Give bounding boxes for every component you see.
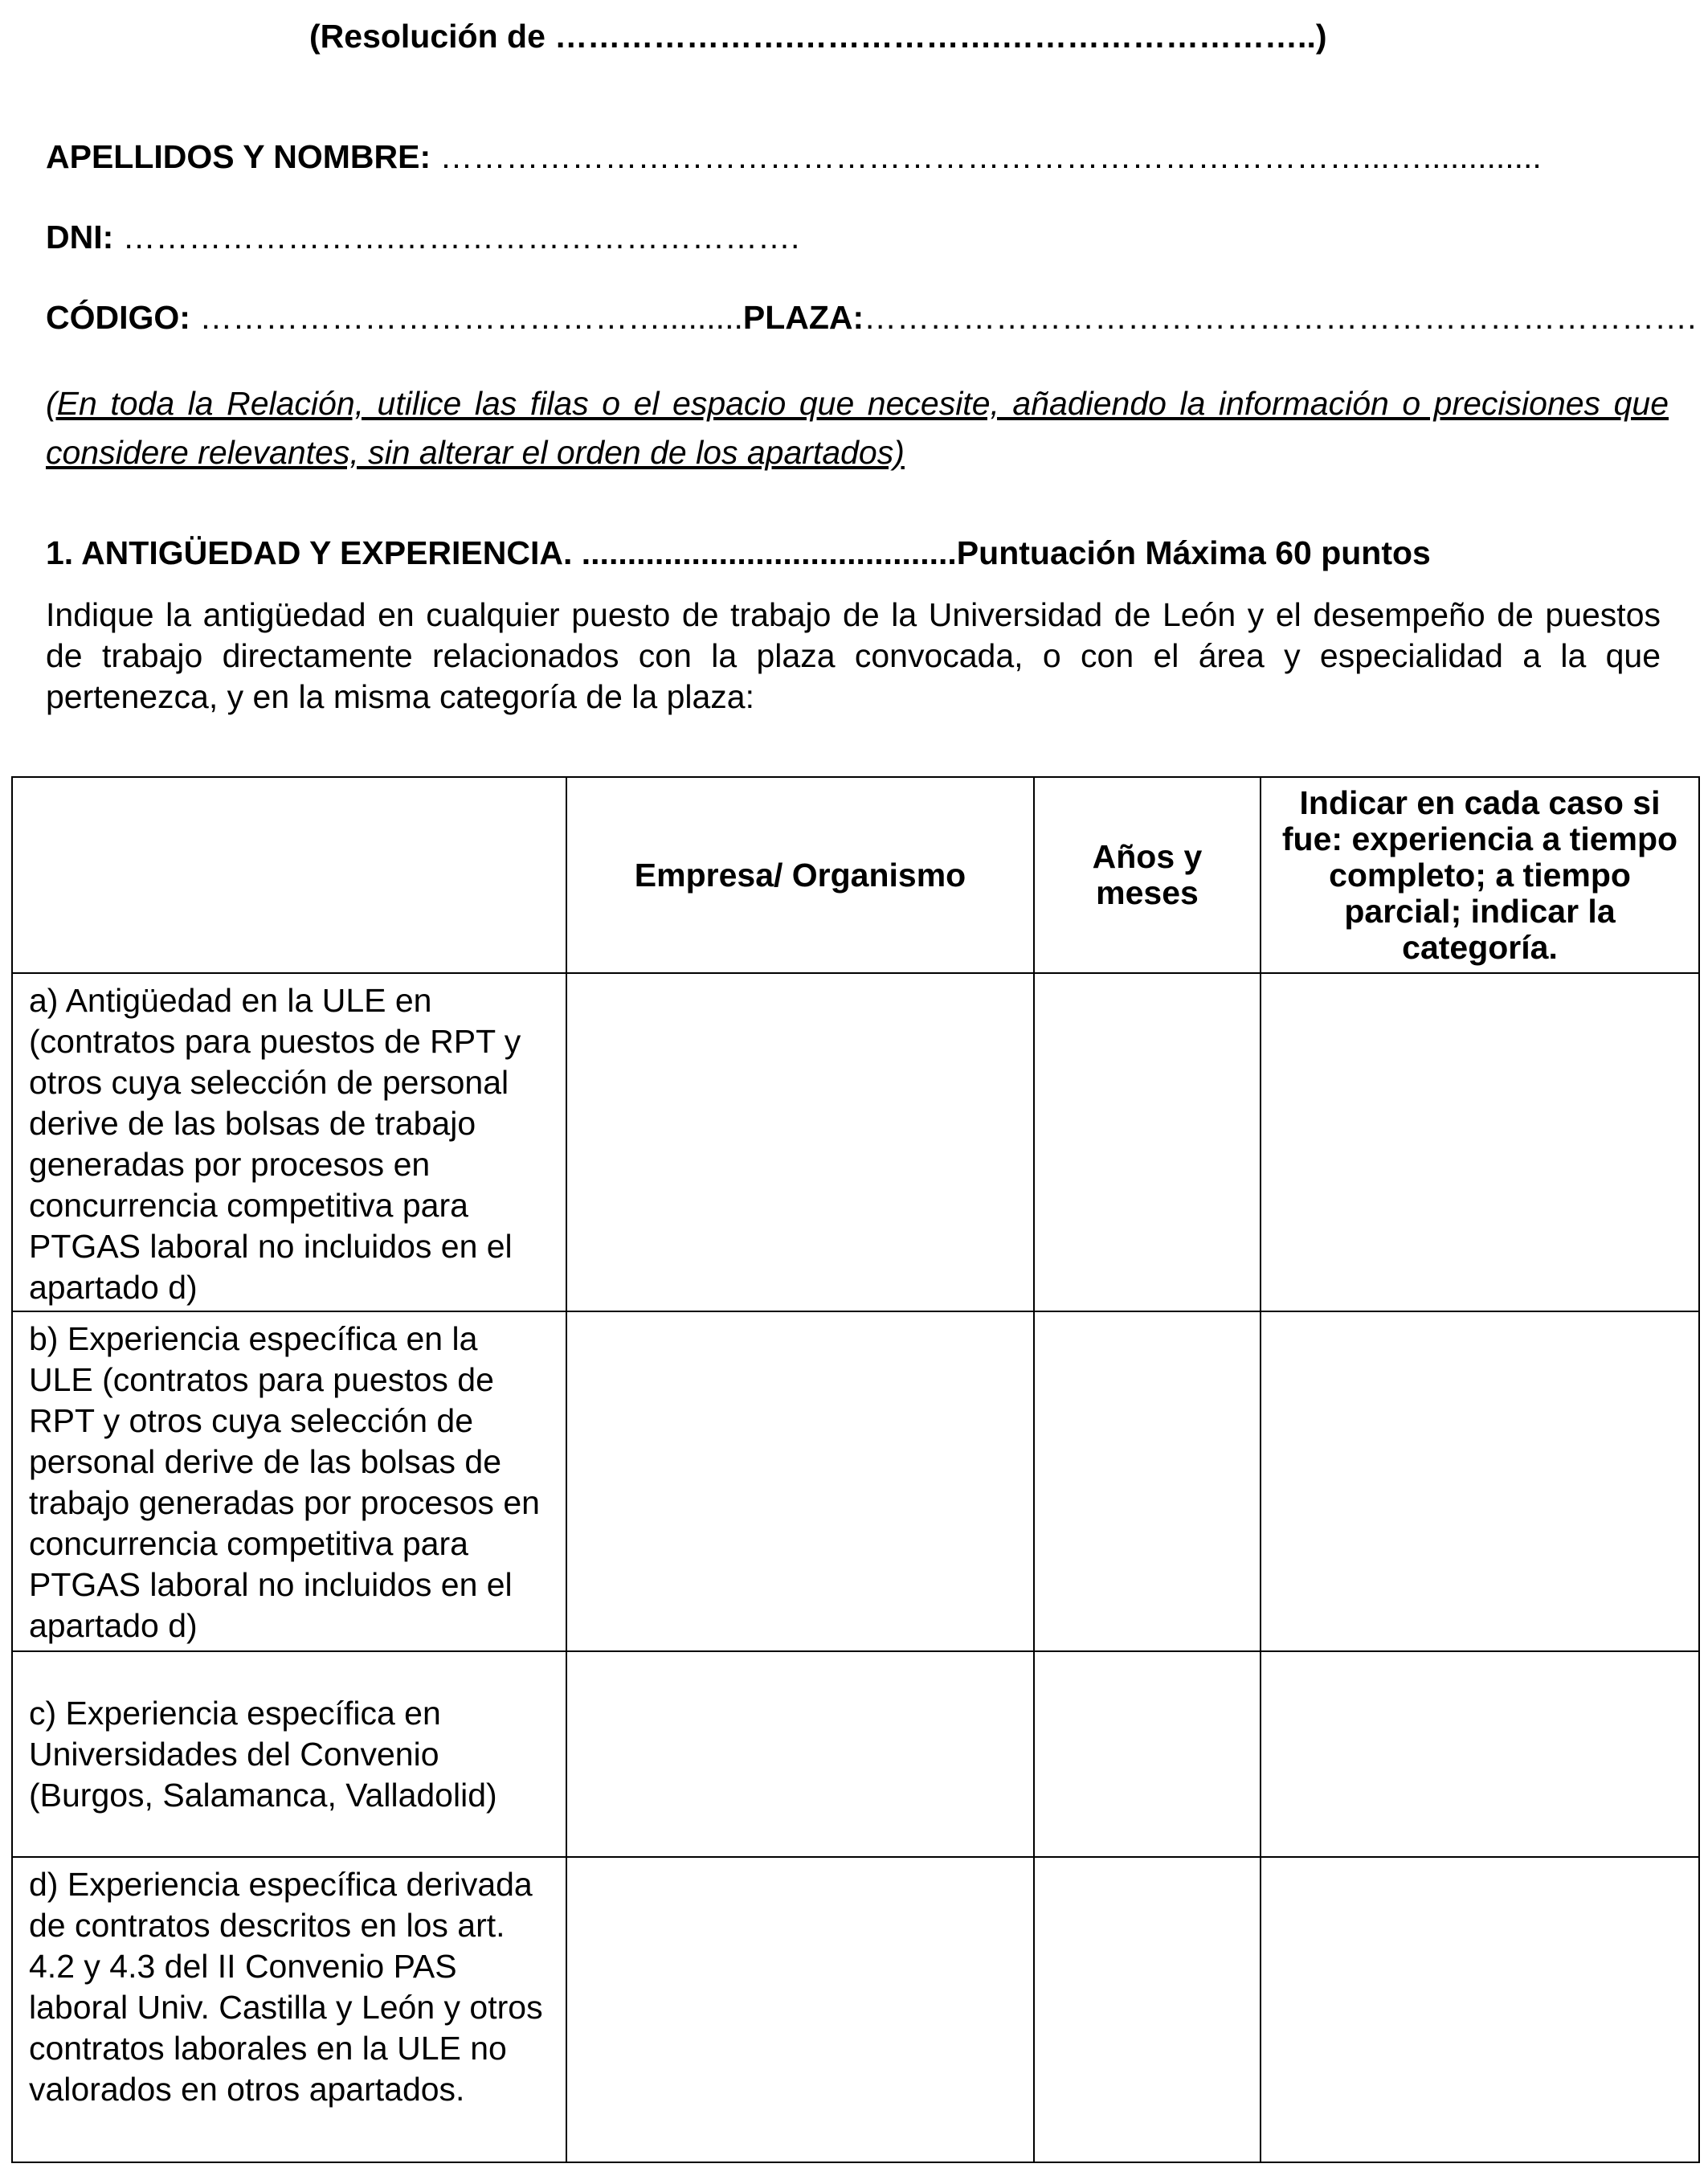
cell-indicar-c[interactable]: [1261, 1651, 1699, 1857]
dni-line: [46, 219, 799, 256]
cell-indicar-d[interactable]: [1261, 1857, 1699, 2162]
plaza-field[interactable]: ………………………………………………………………….: [864, 299, 1697, 336]
cell-indicar-a[interactable]: [1261, 973, 1699, 1311]
cell-empresa-d[interactable]: [566, 1857, 1034, 2162]
apellidos-nombre-line: [46, 138, 1542, 176]
header-cell-anios-meses: Años y meses: [1034, 777, 1261, 973]
cell-empresa-a[interactable]: [566, 973, 1034, 1311]
table-row: [12, 1651, 1699, 1857]
cell-empresa-c[interactable]: [566, 1651, 1034, 1857]
antiguedad-experiencia-table: [11, 776, 1700, 2163]
cell-anios-d[interactable]: [1034, 1857, 1261, 2162]
dni-label: DNI:: [46, 219, 114, 256]
row-label-a: a) Antigüedad en la ULE en (contratos para puestos de RPT y otros cuya selección de personal derive de las bolsas de trabajo generadas por procesos en concurrencia competitiva para PTGAS laboral no incluidos en el apartado d): [12, 973, 566, 1311]
header-cell-empty: [12, 777, 566, 973]
cell-anios-a[interactable]: [1034, 973, 1261, 1311]
header-cell-indicar: Indicar en cada caso si fue: experiencia a tiempo completo; a tiempo parcial; indicar la categoría.: [1261, 777, 1699, 973]
cell-empresa-b[interactable]: [566, 1311, 1034, 1651]
section-title: 1. ANTIGÜEDAD Y EXPERIENCIA. .........................................Puntuación Máxima 60 puntos: [46, 534, 1431, 571]
dni-field[interactable]: …………………….……………………………….: [113, 219, 800, 256]
cell-indicar-b[interactable]: [1261, 1311, 1699, 1651]
plaza-label: PLAZA:: [742, 299, 864, 336]
row-label-b: b) Experiencia específica en la ULE (contratos para puestos de RPT y otros cuya selección de personal derive de las bolsas de trabajo generadas por procesos en concurrencia competitiva para PTGAS laboral no incluidos en el apartado d): [12, 1311, 566, 1651]
section-description: Indique la antigüedad en cualquier puesto de trabajo de la Universidad de León y el desempeño de puestos de trabajo directamente relacionados con la plaza convocada, o con el área y especialidad a la que pertenezca, y en la misma categoría de la plaza:: [46, 596, 1661, 715]
row-label-c: c) Experiencia específica en Universidades del Convenio (Burgos, Salamanca, Valladolid): [12, 1651, 566, 1857]
codigo-field[interactable]: …………………………………….........: [190, 299, 743, 336]
resolucion-line: [309, 18, 1326, 55]
apellidos-nombre-label: APELLIDOS Y NOMBRE:: [46, 138, 431, 175]
cell-anios-c[interactable]: [1034, 1651, 1261, 1857]
instructions-note: (En toda la Relación, utilice las filas o el espacio que necesite, añadiendo la información o precisiones que considere relevantes, sin alterar el orden de los apartados): [46, 385, 1669, 471]
apellidos-nombre-field[interactable]: …………………………………………………………………………...….............: [431, 138, 1542, 175]
resolucion-dots[interactable]: ………………….……………….………………………..): [554, 18, 1327, 55]
table-row: [12, 1311, 1699, 1651]
row-label-d: d) Experiencia específica derivada de contratos descritos en los art. 4.2 y 4.3 del II Convenio PAS laboral Univ. Castilla y León y otros contratos laborales en la ULE no valorados en otros apartados.: [12, 1857, 566, 2162]
table-header-row: [12, 777, 1699, 973]
codigo-plaza-line: [46, 299, 1697, 337]
cell-anios-b[interactable]: [1034, 1311, 1261, 1651]
codigo-label: CÓDIGO:: [46, 299, 190, 336]
table-row: [12, 1857, 1699, 2162]
table-row: [12, 973, 1699, 1311]
resolucion-label: (Resolución de: [309, 18, 555, 55]
header-cell-empresa: Empresa/ Organismo: [566, 777, 1034, 973]
